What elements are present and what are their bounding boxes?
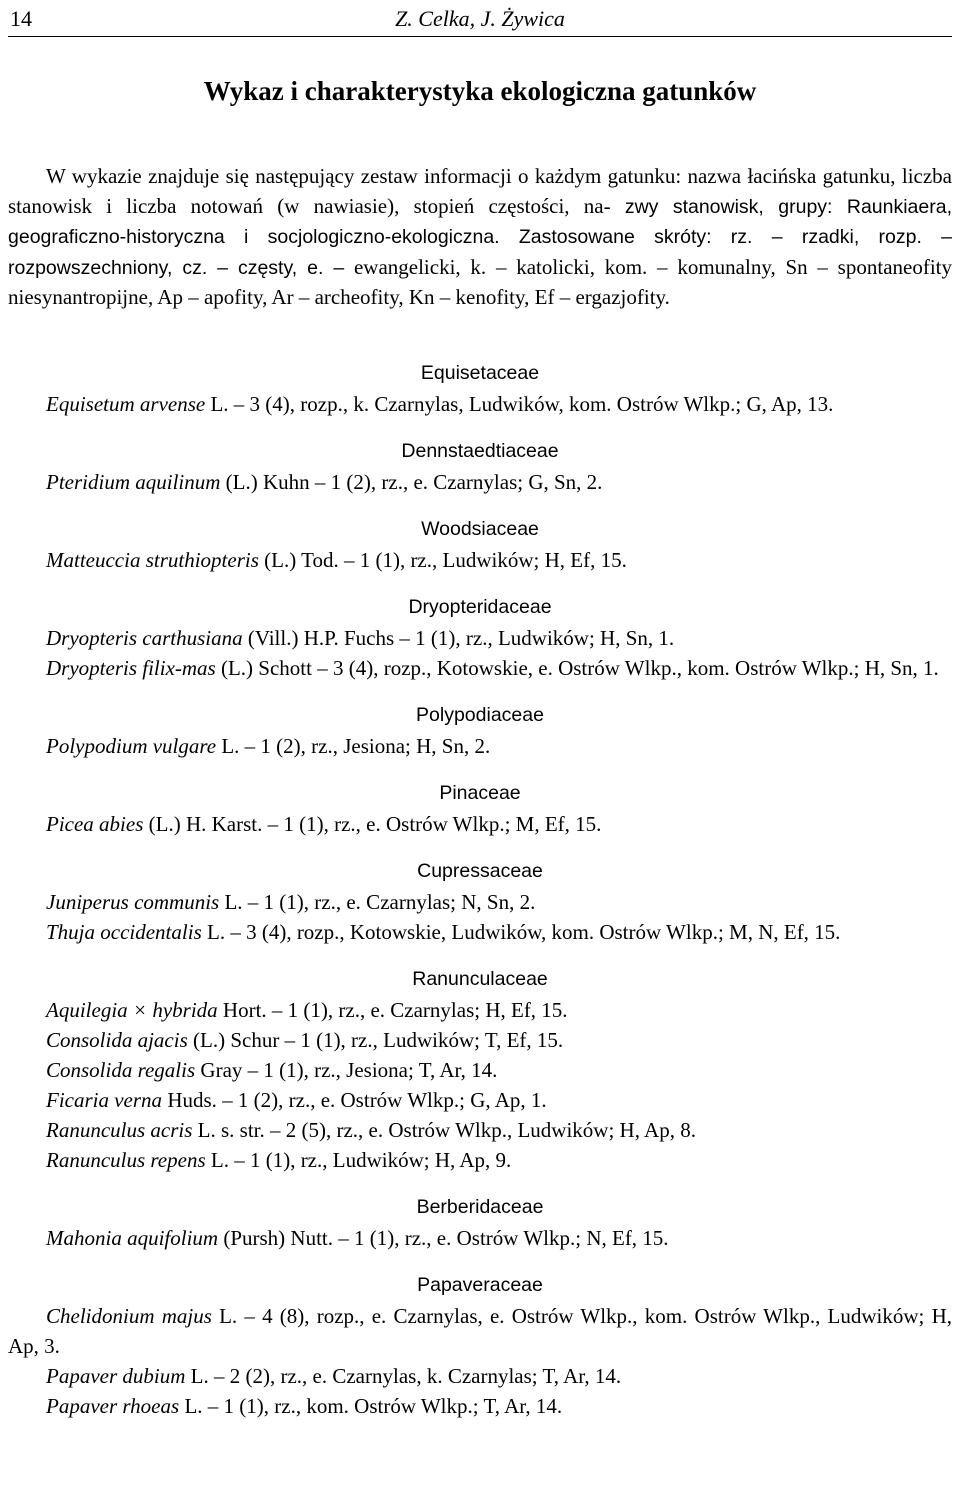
species-details: (L.) H. Karst. – 1 (1), rz., e. Ostrów Wlkp.; M, Ef, 15. (143, 812, 602, 836)
species-entry (8, 653, 952, 683)
species-details: (L.) Kuhn – 1 (2), rz., e. Czarnylas; G, Sn, 2. (220, 470, 603, 494)
species-details: L. – 2 (2), rz., e. Czarnylas, k. Czarnylas; T, Ar, 14. (185, 1364, 622, 1388)
species-entry (8, 1025, 952, 1055)
species-name: Thuja occidentalis (46, 920, 202, 944)
species-name: Papaver rhoeas (46, 1394, 180, 1418)
species-details: (L.) Schur – 1 (1), rz., Ludwików; T, Ef, 15. (187, 1028, 564, 1052)
species-name: Pteridium aquilinum (46, 470, 221, 494)
page-number: 14 (10, 6, 32, 31)
species-name: Mahonia aquifolium (46, 1226, 219, 1250)
species-details: Huds. – 1 (2), rz., e. Ostrów Wlkp.; G, Ap, 1. (162, 1088, 547, 1112)
species-entry (8, 809, 952, 839)
species-details: L. – 4 (8), rozp., e. Czarnylas, e. Ostrów Wlkp., kom. Ostrów Wlkp., Ludwików; H, Ap, 3. (8, 1304, 952, 1358)
species-entry (8, 887, 952, 917)
species-entry (8, 995, 952, 1025)
species-details: (L.) Schott – 3 (4), rozp., Kotowskie, e. Ostrów Wlkp., kom. Ostrów Wlkp.; H, Sn, 1. (215, 656, 939, 680)
species-name: Consolida regalis (46, 1058, 196, 1082)
family-heading: Berberidaceae (416, 1196, 544, 1218)
species-entry (8, 917, 952, 947)
family-heading: Dryopteridaceae (408, 596, 552, 618)
species-entry (8, 1115, 952, 1145)
species-details: (Vill.) H.P. Fuchs – 1 (1), rz., Ludwików; H, Sn, 1. (242, 626, 675, 650)
running-authors: Z. Celka, J. Żywica (395, 6, 565, 31)
family-heading: Papaveraceae (417, 1274, 543, 1296)
species-name: Ranunculus acris (46, 1118, 193, 1142)
intro-paragraph (8, 162, 952, 313)
species-entry (8, 1361, 952, 1391)
species-details: L. – 3 (4), rozp., Kotowskie, Ludwików, kom. Ostrów Wlkp.; M, N, Ef, 15. (201, 920, 841, 944)
species-name: Aquilegia × hybrida (46, 998, 218, 1022)
species-name: Picea abies (46, 812, 144, 836)
species-entry (8, 1223, 952, 1253)
intro-part-2: zwy stanowisk, grupy: Raunkiaera, geograficzno-historyczna i socjologiczno-ekologiczna. Zastosowane skróty: rz. – rzadki, rozp. – rozpowszechniony, cz. – częsty, e. – (8, 195, 953, 279)
species-name: Matteuccia struthiopteris (46, 548, 259, 572)
species-name: Dryopteris filix-mas (46, 656, 216, 680)
species-details: L. – 1 (2), rz., Jesiona; H, Sn, 2. (216, 734, 491, 758)
species-name: Dryopteris carthusiana (46, 626, 243, 650)
species-name: Ficaria verna (46, 1088, 163, 1112)
species-name: Equisetum arvense (46, 392, 206, 416)
species-details: L. – 1 (1), rz., Ludwików; H, Ap, 9. (205, 1148, 512, 1172)
species-entry (8, 1085, 952, 1115)
family-heading: Woodsiaceae (421, 518, 539, 540)
species-details: Gray – 1 (1), rz., Jesiona; T, Ar, 14. (195, 1058, 498, 1082)
species-name: Ranunculus repens (46, 1148, 206, 1172)
species-name: Consolida ajacis (46, 1028, 188, 1052)
species-details: L. s. str. – 2 (5), rz., e. Ostrów Wlkp., Ludwików; H, Ap, 8. (192, 1118, 696, 1142)
species-list (8, 358, 952, 1421)
running-header (8, 4, 952, 37)
family-heading: Dennstaedtiaceae (401, 440, 559, 462)
family-heading: Pinaceae (439, 782, 521, 804)
species-entry (8, 545, 952, 575)
species-entry (8, 1055, 952, 1085)
intro-part-3: ewangelicki, k. – katolicki, kom. – komunalny, Sn – spontaneofity niesynantropijne, Ap – apofity, Ar – archeofity, Kn – kenofity, Ef – ergazjofity. (8, 254, 952, 309)
species-details: L. – 1 (1), rz., e. Czarnylas; N, Sn, 2. (219, 890, 536, 914)
species-entry (8, 1391, 952, 1421)
species-name: Papaver dubium (46, 1364, 186, 1388)
species-entry (8, 389, 952, 419)
family-heading: Polypodiaceae (416, 704, 544, 726)
species-entry (8, 1145, 952, 1175)
species-details: (Pursh) Nutt. – 1 (1), rz., e. Ostrów Wlkp.; N, Ef, 15. (218, 1226, 669, 1250)
species-details: (L.) Tod. – 1 (1), rz., Ludwików; H, Ef, 15. (258, 548, 627, 572)
species-entry (8, 467, 952, 497)
species-name: Juniperus communis (46, 890, 220, 914)
family-heading: Cupressaceae (417, 860, 543, 882)
species-name: Chelidonium majus (46, 1304, 212, 1328)
species-entry (8, 1301, 952, 1361)
family-heading: Equisetaceae (420, 362, 540, 384)
species-entry (8, 623, 952, 653)
section-title: Wykaz i charakterystyka ekologiczna gatunków (203, 76, 757, 106)
intro-part-1: W wykazie znajduje się następujący zestaw informacji o każdym gatunku: nazwa łacińska gatunku, liczba stanowisk i liczba notowań (w nawiasie), stopień częstości, na- (8, 164, 952, 218)
species-details: Hort. – 1 (1), rz., e. Czarnylas; H, Ef, 15. (217, 998, 568, 1022)
species-name: Polypodium vulgare (46, 734, 217, 758)
family-heading: Ranunculaceae (412, 968, 548, 990)
species-details: L. – 1 (1), rz., kom. Ostrów Wlkp.; T, Ar, 14. (179, 1394, 563, 1418)
species-entry (8, 731, 952, 761)
species-details: L. – 3 (4), rozp., k. Czarnylas, Ludwików, kom. Ostrów Wlkp.; G, Ap, 13. (205, 392, 834, 416)
